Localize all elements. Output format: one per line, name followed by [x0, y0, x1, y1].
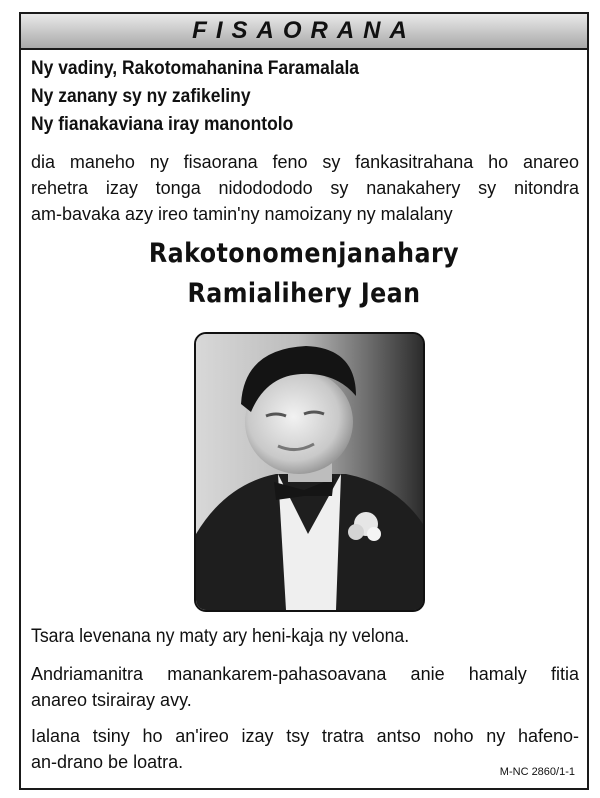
deceased-name-line-1: Rakotonomenjanahary: [148, 238, 460, 269]
family-line-relatives: Ny fianakaviana iray manontolo: [31, 114, 294, 135]
closing-line-5: an-drano be loatra.: [31, 752, 184, 772]
announcement-title: FISAORANA: [192, 17, 416, 44]
announcement-frame: [19, 12, 589, 790]
closing-line-3: anareo tsirairay avy.: [31, 690, 192, 710]
family-line-spouse: Ny vadiny, Rakotomahanina Faramalala: [31, 58, 360, 79]
announcement-header: [21, 14, 587, 50]
closing-line-2: Andriamanitra manankarem-pahasoavana anie hamaly fitia: [31, 664, 579, 684]
portrait-silhouette: [196, 334, 423, 610]
intro-line-2: rehetra izay tonga nidodododo sy nanakahery sy nitondra: [31, 178, 579, 198]
intro-line-1: dia maneho ny fisaorana feno sy fankasitrahana ho anareo: [31, 152, 579, 172]
reference-code: M-NC 2860/1-1: [499, 766, 575, 778]
deceased-portrait-photo: [194, 332, 425, 612]
closing-line-4: Ialana tsiny ho an'ireo izay tsy tratra antso noho ny hafeno-: [31, 726, 579, 746]
intro-line-3: am-bavaka azy ireo tamin'ny namoizany ny malalany: [31, 204, 453, 224]
family-line-children: Ny zanany sy ny zafikeliny: [31, 86, 251, 107]
deceased-name-line-2: Ramialihery Jean: [187, 278, 421, 309]
closing-line-1: Tsara levenana ny maty ary heni-kaja ny velona.: [31, 626, 410, 647]
